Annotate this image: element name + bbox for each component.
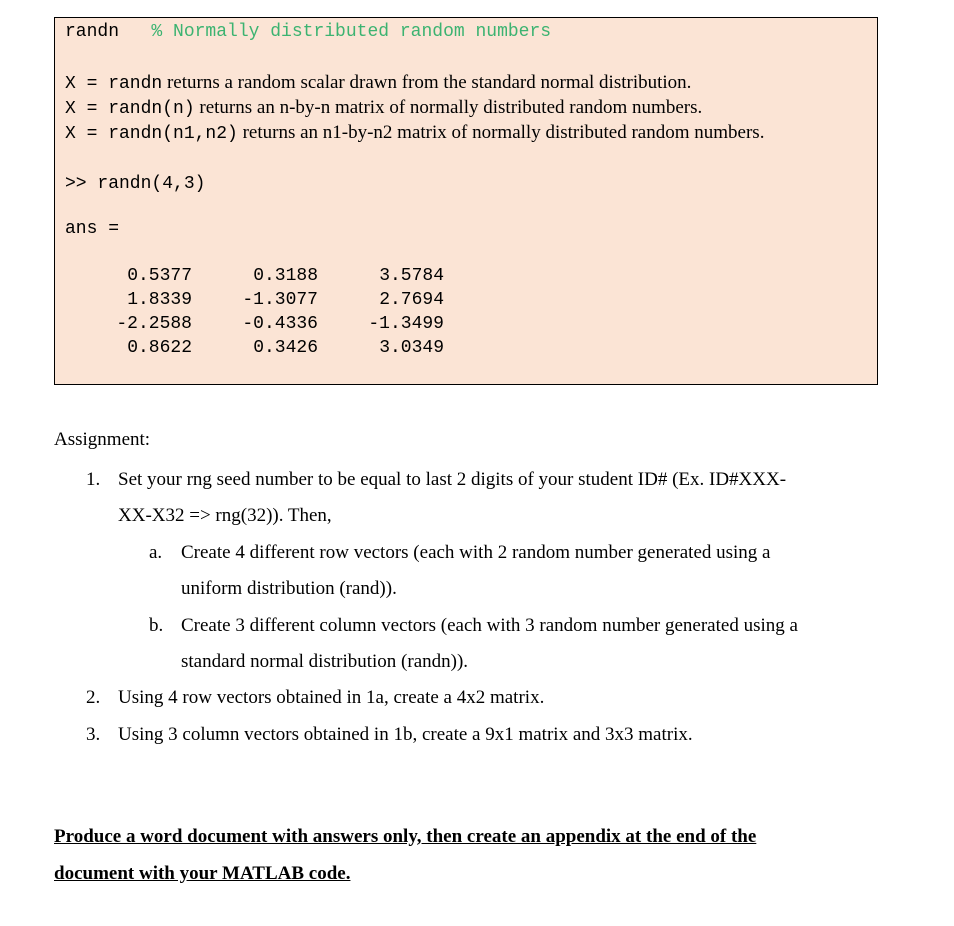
- ans-matrix: [95, 264, 444, 360]
- item-1b-text-line-1: Create 3 different column vectors (each with 3 random number generated using a: [181, 615, 798, 636]
- matrix-row: [95, 288, 444, 312]
- instruction-line-2: document with your MATLAB code.: [54, 863, 351, 884]
- command-prompt: >> randn(4,3): [65, 174, 206, 194]
- syntax-description: returns an n1-by-n2 matrix of normally distributed random numbers.: [237, 122, 765, 143]
- item-3-number: 3.: [86, 724, 101, 745]
- syntax-line-1: [65, 70, 691, 96]
- syntax-code: X = randn: [65, 74, 163, 94]
- syntax-code: X = randn(n1,n2): [65, 124, 238, 144]
- ans-label: ans =: [65, 219, 120, 239]
- matrix-cell: 3.5784: [379, 266, 444, 286]
- matrix-row: [95, 264, 444, 288]
- matrix-cell: 0.3188: [253, 266, 318, 286]
- syntax-description: returns an n-by-n matrix of normally distributed random numbers.: [194, 97, 703, 118]
- item-1a-text-line-1: Create 4 different row vectors (each with 2 random number generated using a: [181, 542, 771, 563]
- matrix-cell: -1.3499: [368, 314, 444, 334]
- syntax-line-2: [65, 95, 702, 121]
- item-1a-text-line-2: uniform distribution (rand)).: [181, 578, 397, 599]
- item-1b-text-line-2: standard normal distribution (randn)).: [181, 651, 469, 672]
- item-1-text-line-2: XX-X32 => rng(32)). Then,: [118, 505, 332, 526]
- code-comment: % Normally distributed random numbers: [151, 22, 552, 42]
- matrix-cell: 3.0349: [379, 338, 444, 358]
- matrix-row: [95, 336, 444, 360]
- code-example-box: [54, 17, 878, 385]
- matrix-cell: 1.8339: [127, 290, 192, 310]
- item-2-text: Using 4 row vectors obtained in 1a, create a 4x2 matrix.: [118, 687, 545, 708]
- instruction-line-1: Produce a word document with answers only, then create an appendix at the end of the: [54, 826, 757, 847]
- code-command: randn: [65, 22, 120, 42]
- matrix-cell: 2.7694: [379, 290, 444, 310]
- matrix-cell: -0.4336: [242, 314, 318, 334]
- item-1b-letter: b.: [149, 615, 164, 636]
- item-1a-letter: a.: [149, 542, 163, 563]
- assignment-heading: Assignment:: [54, 429, 151, 450]
- item-1-text-line-1: Set your rng seed number to be equal to last 2 digits of your student ID# (Ex. ID#XXX-: [118, 469, 787, 490]
- syntax-description: returns a random scalar drawn from the standard normal distribution.: [162, 72, 692, 93]
- item-3-text: Using 3 column vectors obtained in 1b, create a 9x1 matrix and 3x3 matrix.: [118, 724, 693, 745]
- matrix-cell: -2.2588: [116, 314, 192, 334]
- matrix-cell: -1.3077: [242, 290, 318, 310]
- item-1-number: 1.: [86, 469, 101, 490]
- matrix-row: [95, 312, 444, 336]
- item-2-number: 2.: [86, 687, 101, 708]
- matrix-cell: 0.8622: [127, 338, 192, 358]
- syntax-line-3: [65, 120, 764, 146]
- syntax-code: X = randn(n): [65, 99, 195, 119]
- code-header: [65, 20, 551, 44]
- matrix-cell: 0.5377: [127, 266, 192, 286]
- matrix-cell: 0.3426: [253, 338, 318, 358]
